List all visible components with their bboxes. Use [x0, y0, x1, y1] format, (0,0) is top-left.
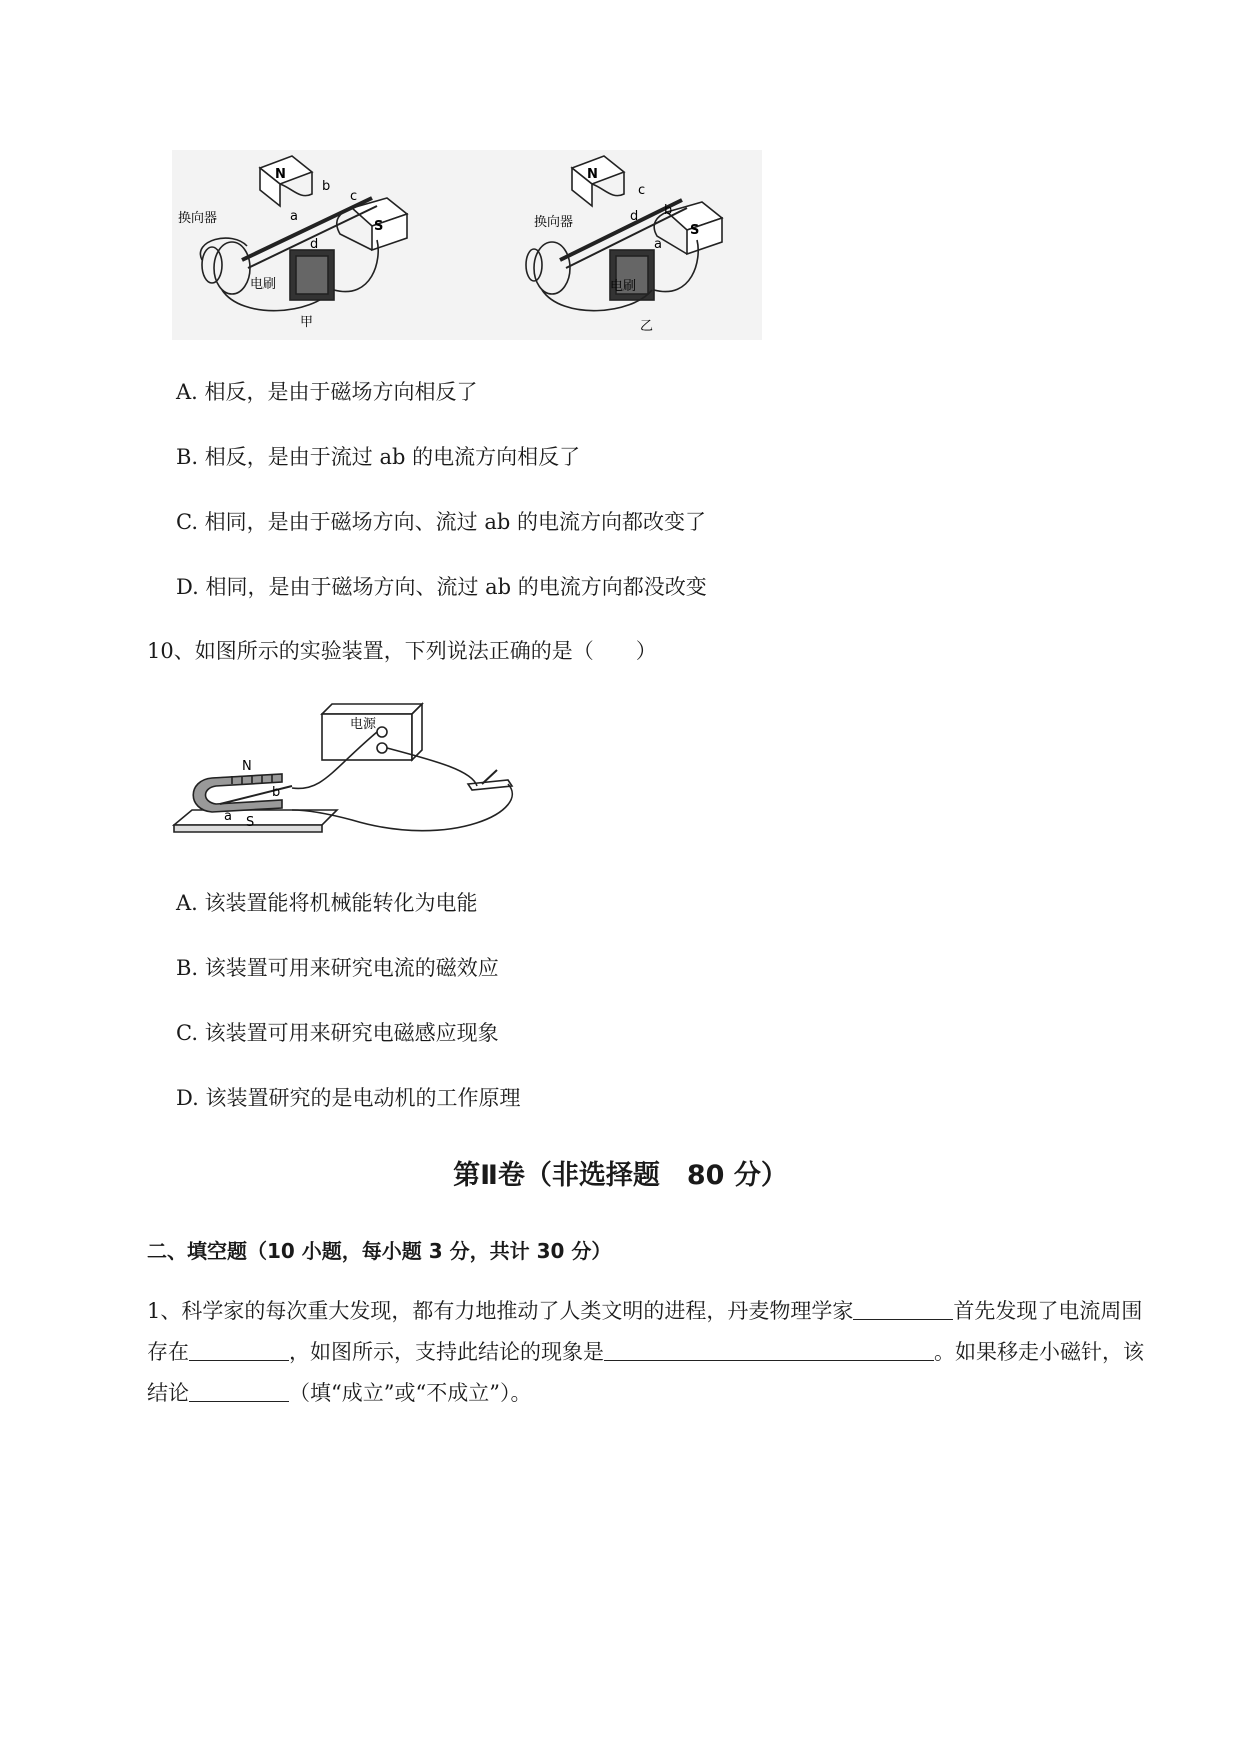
left-a-label: a — [290, 209, 298, 224]
fill-q1-text-1: 1、科学家的每次重大发现，都有力地推动了人类文明的进程，丹麦物理学家 — [147, 1299, 854, 1323]
q10-b-label: b — [272, 785, 281, 800]
q10-option-d: D. 该装置研究的是电动机的工作原理 — [176, 1086, 521, 1110]
power-label: 电源 — [350, 717, 377, 732]
section-title: 第Ⅱ卷（非选择题 80 分） — [453, 1160, 788, 1191]
q9-option-c: C. 相同，是由于磁场方向、流过 ab 的电流方向都改变了 — [176, 510, 706, 534]
right-s-label: S — [690, 223, 700, 238]
left-n-label: N — [275, 167, 286, 182]
q10-stem: 10、如图所示的实验装置，下列说法正确的是（ ） — [147, 639, 657, 663]
q10-a-label: a — [224, 809, 232, 824]
right-brush-label: 电刷 — [610, 279, 637, 294]
q9-option-b: B. 相反，是由于流过 ab 的电流方向相反了 — [176, 445, 581, 469]
left-commutator-label: 换向器 — [178, 211, 218, 226]
q10-option-b: B. 该装置可用来研究电流的磁效应 — [176, 956, 499, 980]
blank-phenomenon[interactable] — [604, 1338, 934, 1361]
left-brush-label: 电刷 — [250, 277, 277, 292]
left-caption: 甲 — [300, 315, 314, 330]
q10-option-a: A. 该装置能将机械能转化为电能 — [176, 891, 478, 915]
q10-option-c: C. 该装置可用来研究电磁感应现象 — [176, 1021, 499, 1045]
right-n-label: N — [587, 167, 598, 182]
left-b-label: b — [322, 179, 331, 194]
fill-q1-text-4: 。如果移走小磁针，该结论 — [147, 1340, 1144, 1405]
q10-s-label: S — [246, 815, 255, 830]
blank-scientist[interactable] — [853, 1297, 953, 1320]
right-d-label: d — [630, 209, 639, 224]
right-commutator-label: 换向器 — [534, 215, 574, 230]
fill-q1-text-2: 首先发现了电流周围存在 — [147, 1299, 1143, 1364]
q9-option-a: A. 相反，是由于磁场方向相反了 — [176, 380, 478, 404]
section-subtitle: 二、填空题（10 小题，每小题 3 分，共计 30 分） — [147, 1239, 612, 1263]
right-a-label: a — [654, 237, 662, 252]
motor-figure — [172, 150, 762, 340]
fill-q1-text-5: （填“成立”或“不成立”）。 — [289, 1381, 532, 1405]
right-caption: 乙 — [640, 319, 654, 334]
right-b-label: b — [664, 203, 673, 218]
fill-question-1 — [147, 1291, 1147, 1414]
left-s-label: S — [374, 219, 384, 234]
right-c-label: c — [638, 183, 646, 198]
fill-q1-text-3: ，如图所示，支持此结论的现象是 — [289, 1340, 604, 1364]
blank-conclusion[interactable] — [189, 1379, 289, 1402]
left-d-label: d — [310, 237, 319, 252]
q10-n-label: N — [242, 759, 252, 774]
left-c-label: c — [350, 189, 358, 204]
q10-figure — [172, 700, 532, 845]
blank-exists[interactable] — [189, 1338, 289, 1361]
q9-option-d: D. 相同，是由于磁场方向、流过 ab 的电流方向都没改变 — [176, 575, 707, 599]
